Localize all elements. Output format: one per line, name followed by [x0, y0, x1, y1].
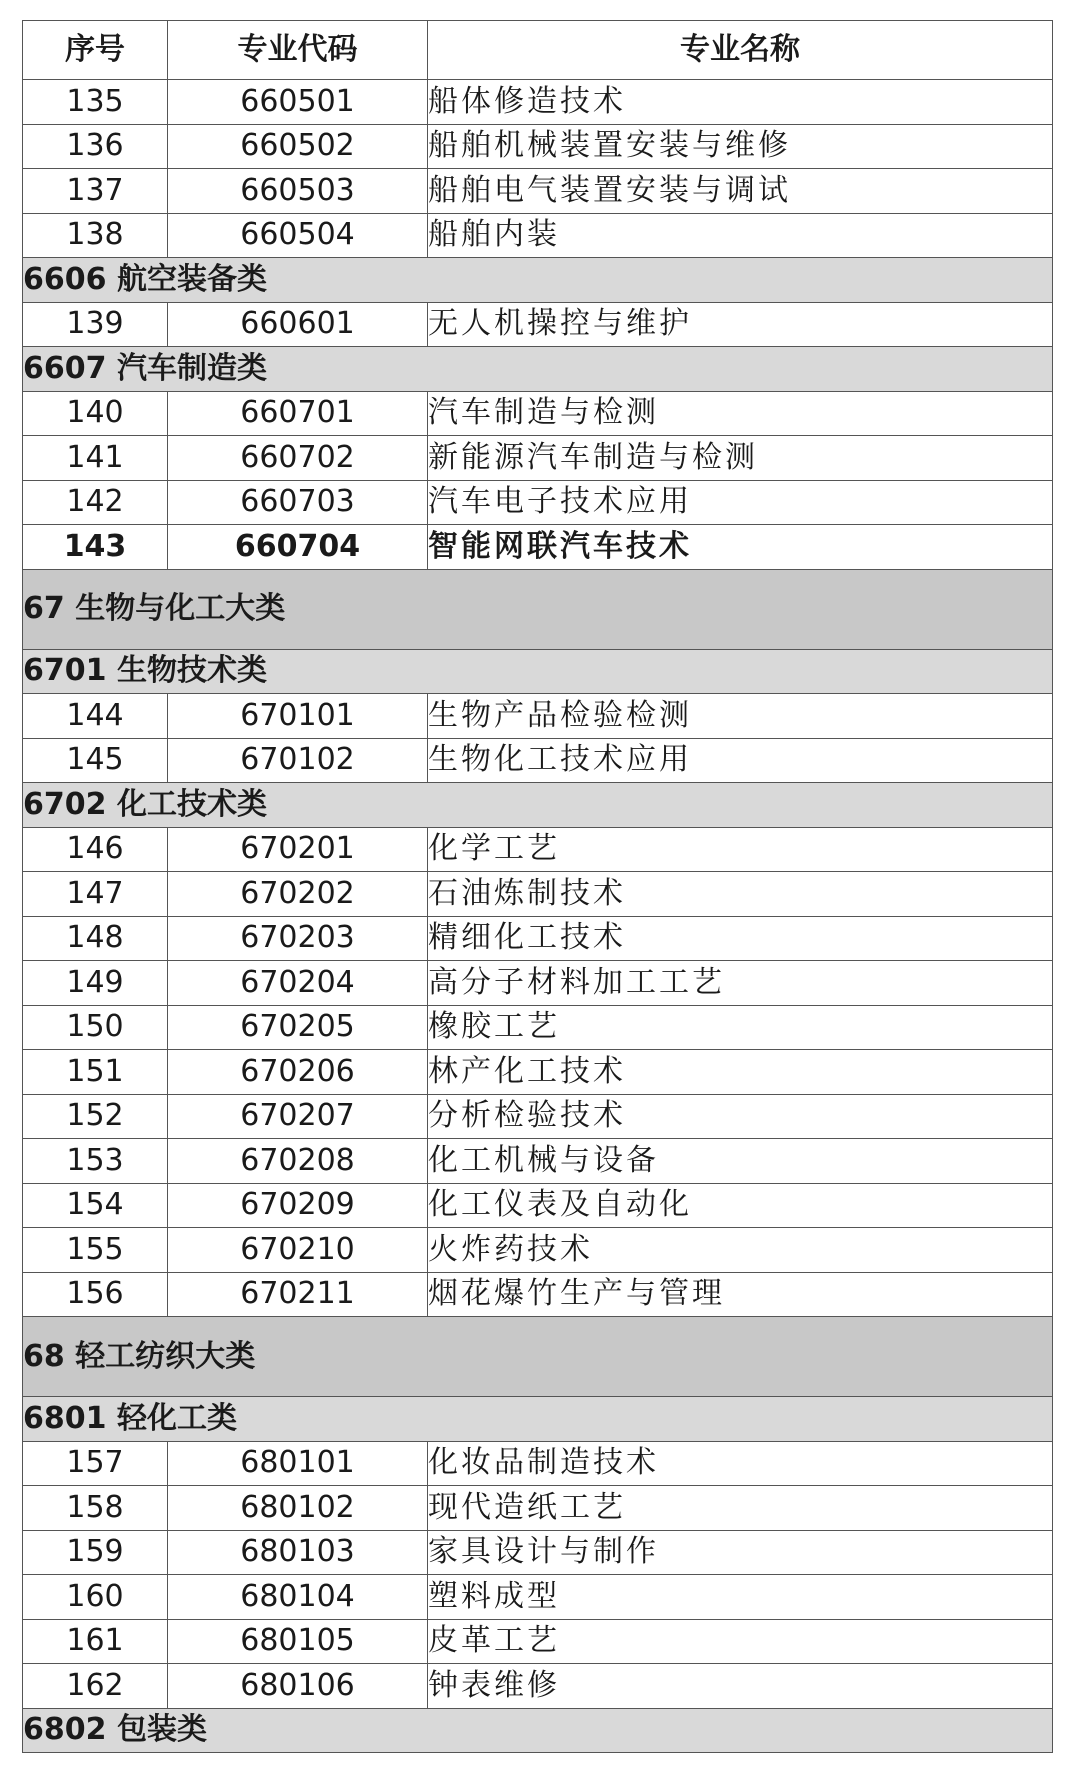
cell-code: 670207 — [168, 1094, 428, 1139]
cell-code: 660502 — [168, 124, 428, 169]
cell-seq: 162 — [23, 1664, 168, 1709]
table-row — [23, 80, 1053, 125]
cell-seq: 153 — [23, 1139, 168, 1184]
cell-code: 670206 — [168, 1050, 428, 1095]
major-category-row — [23, 569, 1053, 649]
cell-code: 670209 — [168, 1183, 428, 1228]
cell-name: 船体修造技术 — [428, 80, 1053, 125]
table-row — [23, 302, 1053, 347]
cell-name: 化工机械与设备 — [428, 1139, 1053, 1184]
cell-seq: 159 — [23, 1530, 168, 1575]
cell-code: 660504 — [168, 213, 428, 258]
cell-name: 船舶机械装置安装与维修 — [428, 124, 1053, 169]
cell-code: 680101 — [168, 1441, 428, 1486]
cell-name: 生物化工技术应用 — [428, 738, 1053, 783]
cell-seq: 141 — [23, 436, 168, 481]
cell-seq: 145 — [23, 738, 168, 783]
table-row — [23, 1530, 1053, 1575]
table-header-row — [23, 21, 1053, 80]
header-name: 专业名称 — [428, 21, 1053, 80]
cell-code: 670210 — [168, 1228, 428, 1273]
cell-seq: 158 — [23, 1486, 168, 1531]
table-row — [23, 694, 1053, 739]
cell-code: 660703 — [168, 480, 428, 525]
cell-name: 化工仪表及自动化 — [428, 1183, 1053, 1228]
subcategory-label: 6702 化工技术类 — [23, 783, 1053, 828]
cell-code: 670201 — [168, 827, 428, 872]
cell-name: 新能源汽车制造与检测 — [428, 436, 1053, 481]
cell-code: 660601 — [168, 302, 428, 347]
table-row — [23, 1094, 1053, 1139]
table-row — [23, 916, 1053, 961]
major-category-label: 67 生物与化工大类 — [23, 569, 1053, 649]
cell-name: 现代造纸工艺 — [428, 1486, 1053, 1531]
cell-name: 汽车电子技术应用 — [428, 480, 1053, 525]
cell-code: 660702 — [168, 436, 428, 481]
major-category-label: 68 轻工纺织大类 — [23, 1317, 1053, 1397]
subcategory-row — [23, 1397, 1053, 1442]
subcategory-row — [23, 649, 1053, 694]
cell-seq: 147 — [23, 872, 168, 917]
table-row — [23, 1664, 1053, 1709]
cell-name: 火炸药技术 — [428, 1228, 1053, 1273]
cell-code: 660501 — [168, 80, 428, 125]
cell-name: 精细化工技术 — [428, 916, 1053, 961]
table-row — [23, 872, 1053, 917]
cell-code: 670101 — [168, 694, 428, 739]
cell-name: 皮革工艺 — [428, 1619, 1053, 1664]
cell-code: 660503 — [168, 169, 428, 214]
subcategory-row — [23, 258, 1053, 303]
table-row — [23, 480, 1053, 525]
cell-code: 660701 — [168, 391, 428, 436]
cell-seq: 154 — [23, 1183, 168, 1228]
cell-code: 660704 — [168, 525, 428, 570]
table-row — [23, 124, 1053, 169]
cell-seq: 160 — [23, 1575, 168, 1620]
cell-seq: 150 — [23, 1005, 168, 1050]
table-row — [23, 1050, 1053, 1095]
cell-name: 船舶电气装置安装与调试 — [428, 169, 1053, 214]
cell-seq: 161 — [23, 1619, 168, 1664]
table-row — [23, 1183, 1053, 1228]
table-row — [23, 169, 1053, 214]
cell-seq: 148 — [23, 916, 168, 961]
cell-seq: 155 — [23, 1228, 168, 1273]
cell-seq: 157 — [23, 1441, 168, 1486]
subcategory-row — [23, 1708, 1053, 1753]
table-row — [23, 738, 1053, 783]
cell-seq: 142 — [23, 480, 168, 525]
cell-code: 670208 — [168, 1139, 428, 1184]
cell-seq: 152 — [23, 1094, 168, 1139]
cell-code: 670203 — [168, 916, 428, 961]
table-row — [23, 1575, 1053, 1620]
cell-seq: 136 — [23, 124, 168, 169]
cell-code: 670202 — [168, 872, 428, 917]
cell-code: 670204 — [168, 961, 428, 1006]
cell-seq: 146 — [23, 827, 168, 872]
cell-name: 化妆品制造技术 — [428, 1441, 1053, 1486]
cell-code: 670102 — [168, 738, 428, 783]
table-row — [23, 1272, 1053, 1317]
cell-code: 680105 — [168, 1619, 428, 1664]
header-code: 专业代码 — [168, 21, 428, 80]
cell-name: 橡胶工艺 — [428, 1005, 1053, 1050]
table-row — [23, 1005, 1053, 1050]
cell-seq: 137 — [23, 169, 168, 214]
cell-seq: 143 — [23, 525, 168, 570]
cell-name: 船舶内装 — [428, 213, 1053, 258]
cell-code: 680103 — [168, 1530, 428, 1575]
cell-name: 石油炼制技术 — [428, 872, 1053, 917]
header-seq: 序号 — [23, 21, 168, 80]
cell-name: 高分子材料加工工艺 — [428, 961, 1053, 1006]
cell-name: 林产化工技术 — [428, 1050, 1053, 1095]
cell-seq: 138 — [23, 213, 168, 258]
table-row — [23, 827, 1053, 872]
subcategory-row — [23, 347, 1053, 392]
cell-name: 家具设计与制作 — [428, 1530, 1053, 1575]
subcategory-label: 6606 航空装备类 — [23, 258, 1053, 303]
cell-seq: 149 — [23, 961, 168, 1006]
cell-code: 670205 — [168, 1005, 428, 1050]
subcategory-row — [23, 783, 1053, 828]
table-row — [23, 1619, 1053, 1664]
major-category-row — [23, 1317, 1053, 1397]
subcategory-label: 6802 包装类 — [23, 1708, 1053, 1753]
table-row — [23, 391, 1053, 436]
cell-name: 无人机操控与维护 — [428, 302, 1053, 347]
table-row — [23, 1139, 1053, 1184]
cell-code: 670211 — [168, 1272, 428, 1317]
table-row — [23, 1228, 1053, 1273]
subcategory-label: 6701 生物技术类 — [23, 649, 1053, 694]
cell-code: 680102 — [168, 1486, 428, 1531]
subcategory-label: 6801 轻化工类 — [23, 1397, 1053, 1442]
subcategory-label: 6607 汽车制造类 — [23, 347, 1053, 392]
cell-name: 化学工艺 — [428, 827, 1053, 872]
cell-seq: 151 — [23, 1050, 168, 1095]
cell-code: 680104 — [168, 1575, 428, 1620]
table-row — [23, 525, 1053, 570]
table-row — [23, 436, 1053, 481]
cell-seq: 144 — [23, 694, 168, 739]
cell-name: 分析检验技术 — [428, 1094, 1053, 1139]
cell-name: 汽车制造与检测 — [428, 391, 1053, 436]
table-row — [23, 1486, 1053, 1531]
specialty-catalog-table — [22, 20, 1053, 1753]
cell-seq: 135 — [23, 80, 168, 125]
cell-seq: 140 — [23, 391, 168, 436]
table-row — [23, 1441, 1053, 1486]
table-body — [23, 80, 1053, 1753]
table-row — [23, 961, 1053, 1006]
cell-name: 智能网联汽车技术 — [428, 525, 1053, 570]
cell-name: 生物产品检验检测 — [428, 694, 1053, 739]
table-row — [23, 213, 1053, 258]
cell-name: 塑料成型 — [428, 1575, 1053, 1620]
cell-code: 680106 — [168, 1664, 428, 1709]
cell-name: 烟花爆竹生产与管理 — [428, 1272, 1053, 1317]
cell-seq: 156 — [23, 1272, 168, 1317]
cell-seq: 139 — [23, 302, 168, 347]
cell-name: 钟表维修 — [428, 1664, 1053, 1709]
